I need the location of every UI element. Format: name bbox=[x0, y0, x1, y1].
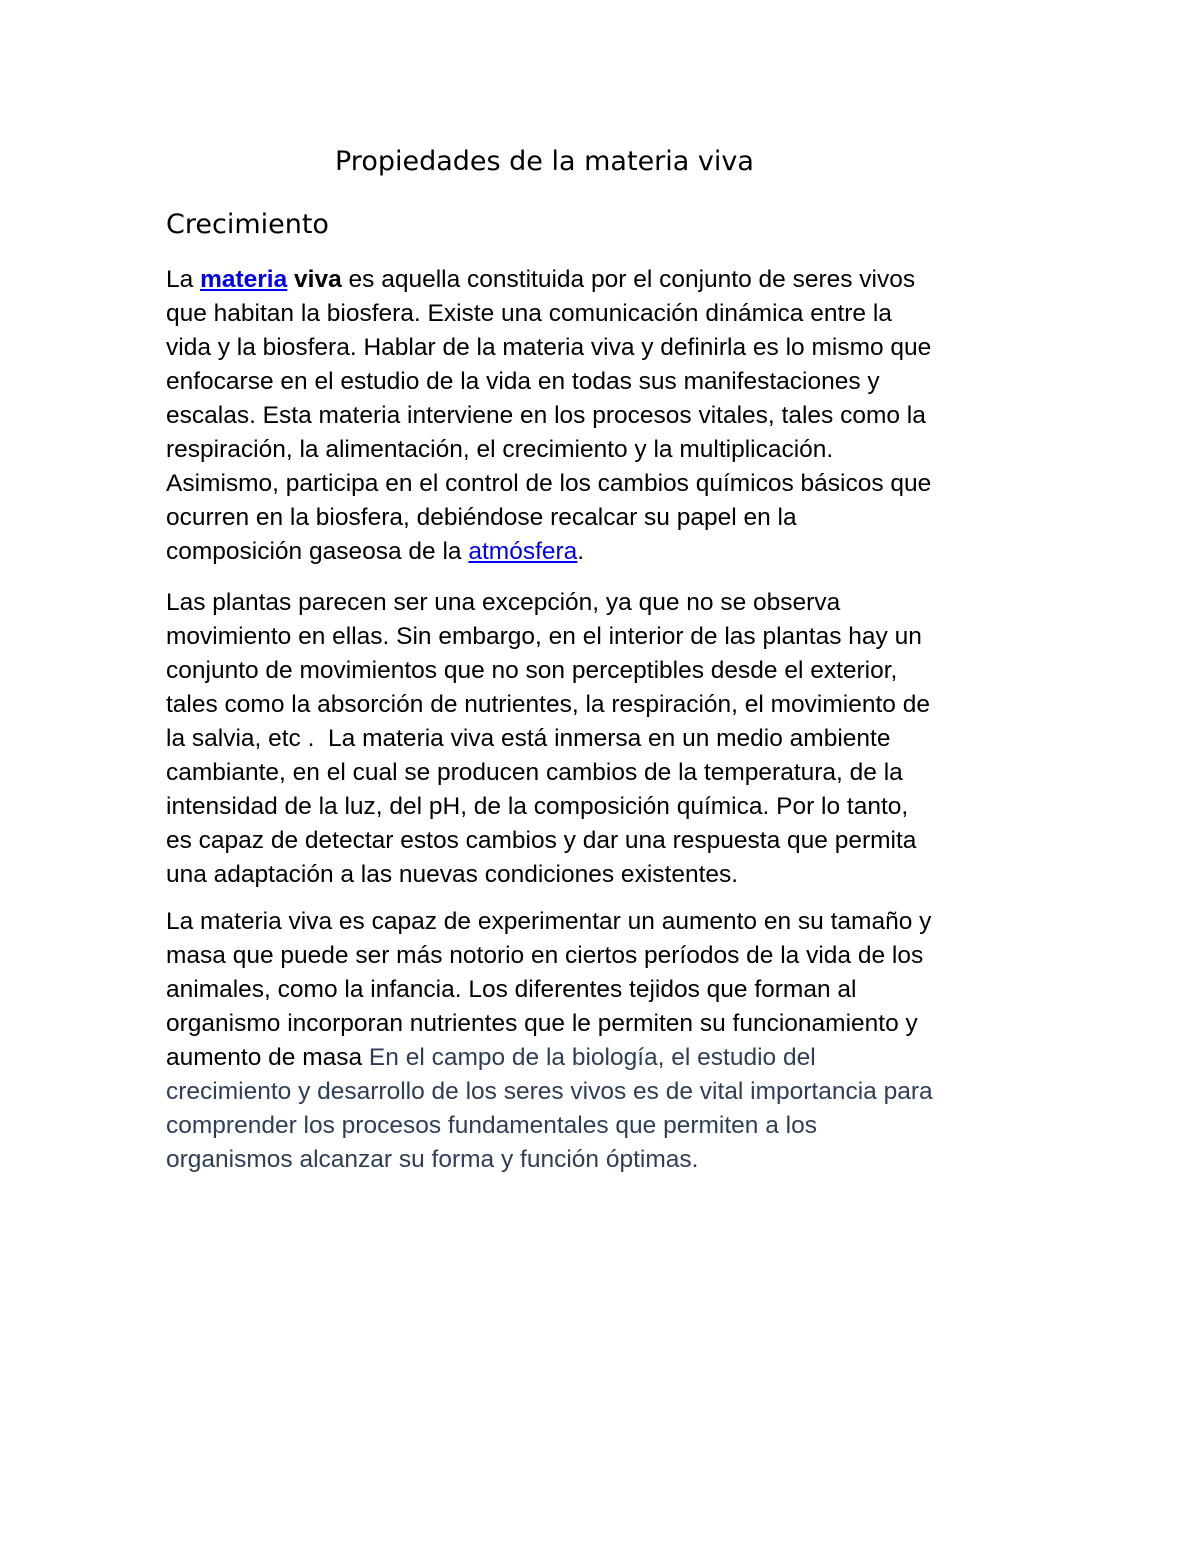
paragraph-line: organismo incorporan nutrientes que le permiten su funcionamiento y bbox=[166, 1010, 918, 1037]
paragraph-line: es capaz de detectar estos cambios y dar una respuesta que permita bbox=[166, 827, 917, 854]
paragraph-line bbox=[166, 1041, 1066, 1075]
paragraph-line bbox=[166, 535, 1066, 569]
paragraph-line: organismos alcanzar su forma y función óptimas. bbox=[166, 1146, 699, 1173]
text-run: es aquella constituida por el conjunto de seres vivos bbox=[341, 266, 916, 293]
paragraph-line: animales, como la infancia. Los diferentes tejidos que forman al bbox=[166, 976, 857, 1003]
text-run: composición gaseosa de la bbox=[166, 538, 469, 565]
colored-text-run: En el campo de la biología, el estudio del bbox=[362, 1044, 816, 1071]
paragraph-line: que habitan la biosfera. Existe una comunicación dinámica entre la bbox=[166, 300, 892, 327]
atmosfera-link[interactable]: atmósfera bbox=[468, 538, 578, 565]
paragraph-line: respiración, la alimentación, el crecimiento y la multiplicación. bbox=[166, 436, 834, 463]
paragraph-line: enfocarse en el estudio de la vida en todas sus manifestaciones y bbox=[166, 368, 880, 395]
paragraph-line: una adaptación a las nuevas condiciones existentes. bbox=[166, 861, 739, 888]
paragraph-line: Las plantas parecen ser una excepción, ya que no se observa bbox=[166, 589, 841, 616]
paragraph-line: conjunto de movimientos que no son perceptibles desde el exterior, bbox=[166, 657, 898, 684]
materia-link[interactable]: materia bbox=[200, 266, 288, 293]
paragraph-line: La materia viva es capaz de experimentar un aumento en su tamaño y bbox=[166, 908, 932, 935]
paragraph-crecimiento bbox=[166, 905, 1066, 1177]
paragraph-plantas bbox=[166, 586, 1066, 892]
paragraph-line: movimiento en ellas. Sin embargo, en el interior de las plantas hay un bbox=[166, 623, 922, 650]
paragraph-line: Asimismo, participa en el control de los cambios químicos básicos que bbox=[166, 470, 932, 497]
section-heading-crecimiento: Crecimiento bbox=[166, 209, 329, 240]
paragraph-line: la salvia, etc . La materia viva está inmersa en un medio ambiente bbox=[166, 725, 891, 752]
paragraph-line: comprender los procesos fundamentales que permiten a los bbox=[166, 1112, 817, 1139]
text-run: aumento de masa bbox=[166, 1044, 363, 1071]
paragraph-line: escalas. Esta materia interviene en los procesos vitales, tales como la bbox=[166, 402, 926, 429]
paragraph-line: tales como la absorción de nutrientes, la respiración, el movimiento de bbox=[166, 691, 930, 718]
bold-term-viva: viva bbox=[294, 266, 342, 293]
text-run: . bbox=[577, 538, 585, 565]
paragraph-line: cambiante, en el cual se producen cambios de la temperatura, de la bbox=[166, 759, 903, 786]
paragraph-line bbox=[166, 263, 1066, 297]
paragraph-line: intensidad de la luz, del pH, de la composición química. Por lo tanto, bbox=[166, 793, 909, 820]
paragraph-line: masa que puede ser más notorio en ciertos períodos de la vida de los bbox=[166, 942, 924, 969]
paragraph-line: ocurren en la biosfera, debiéndose recalcar su papel en la bbox=[166, 504, 797, 531]
paragraph-line: vida y la biosfera. Hablar de la materia viva y definirla es lo mismo que bbox=[166, 334, 932, 361]
document-title: Propiedades de la materia viva bbox=[335, 146, 754, 177]
paragraph-materia-viva bbox=[166, 263, 1066, 569]
text-run: La bbox=[166, 266, 201, 293]
paragraph-line: crecimiento y desarrollo de los seres vivos es de vital importancia para bbox=[166, 1078, 933, 1105]
